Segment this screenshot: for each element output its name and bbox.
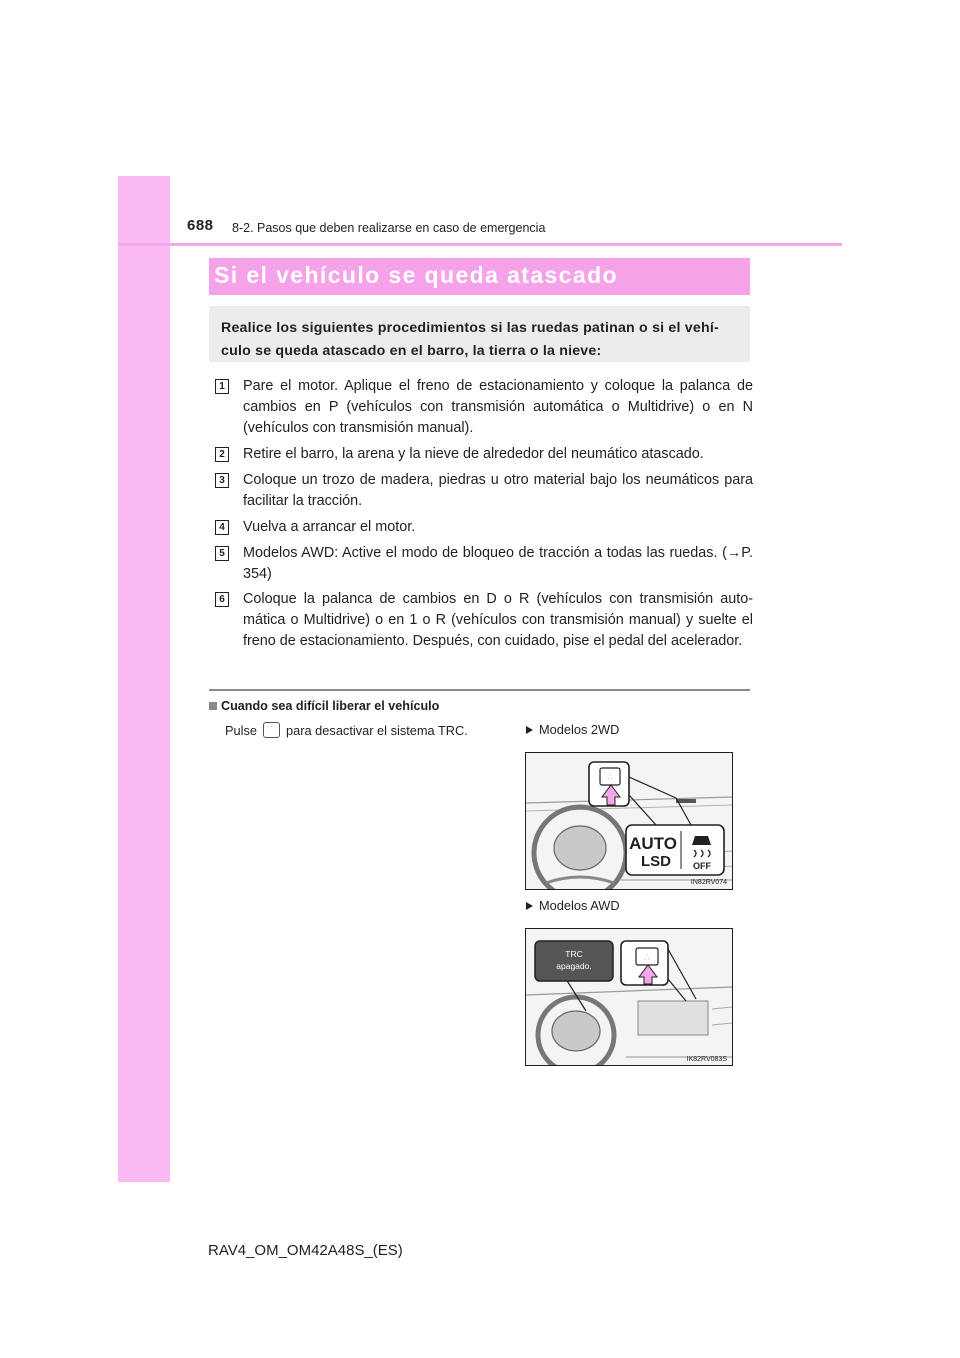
dashboard-2wd-illustration — [526, 753, 732, 889]
figure-code-2wd: IN82RV074 — [690, 879, 727, 886]
note-after: para desactivar el sistema TRC. — [286, 723, 468, 738]
trc-off-icon: ⸫ — [263, 722, 280, 738]
step-6 — [215, 589, 753, 653]
step-3 — [215, 470, 753, 512]
auto-label: AUTO — [629, 834, 677, 853]
step-number: 6 — [215, 592, 229, 607]
step-5 — [215, 543, 753, 585]
off-label: OFF — [693, 861, 711, 871]
step-text: Vuelva a arrancar el motor. — [243, 519, 416, 535]
step-number: 4 — [215, 520, 229, 535]
step-1 — [215, 376, 753, 440]
step-4 — [215, 517, 753, 538]
step-text: Coloque un trozo de madera, piedras u otro material bajo los neumáticos para facilitar la tracción. — [243, 472, 753, 510]
trc-label: TRC — [565, 949, 583, 959]
step-number: 5 — [215, 546, 229, 561]
step-text: Retire el barro, la arena y la nieve de alrededor del neumático atascado. — [243, 446, 704, 462]
header-rule — [118, 243, 842, 246]
triangle-right-icon — [526, 726, 533, 734]
figure-2wd — [525, 752, 733, 890]
model-awd-text: Modelos AWD — [539, 898, 620, 913]
square-icon — [209, 702, 217, 710]
figure-awd — [525, 928, 733, 1066]
apagado-label: apagado. — [556, 961, 592, 971]
lsd-label: LSD — [641, 853, 671, 870]
step-2 — [215, 444, 753, 465]
note-heading — [209, 699, 439, 713]
step-text: Modelos AWD: Active el modo de bloqueo de tracción a todas las ruedas. (→P. 354) — [243, 545, 753, 583]
svg-text:⸫: ⸫ — [607, 774, 613, 781]
step-text: Coloque la palanca de cambios en D o R (vehículos con transmisión auto-mática o Multidrive) o en 1 o R (vehículos con transmisión manual) y suelte el freno de estacionamiento. Después, con cuidado, pise el pedal del acelerador. — [243, 591, 753, 650]
note-pulse: Pulse — [225, 723, 258, 738]
figure-code-awd: IK82RV083S — [686, 1056, 727, 1063]
page-number: 688 — [187, 217, 214, 234]
step-text: Pare el motor. Aplique el freno de estacionamiento y coloque la palanca de cambios en P (vehículos con transmisión automática o Multidrive) o en N (vehículos con transmisión manual). — [243, 378, 753, 437]
model-2wd-label — [526, 722, 619, 737]
intro-box — [209, 306, 750, 362]
footer-code: RAV4_OM_OM42A48S_(ES) — [208, 1242, 403, 1259]
dashboard-awd-illustration — [526, 929, 732, 1065]
note-body — [225, 722, 468, 738]
section-title: Si el vehículo se queda atascado — [214, 262, 618, 288]
step-number: 2 — [215, 447, 229, 462]
step-number: 3 — [215, 473, 229, 488]
svg-text:⸫: ⸫ — [644, 954, 650, 961]
intro-text: Realice los siguientes procedimientos si las ruedas patinan o si el vehí-culo se queda atascado en el barro, la tierra o la nieve: — [221, 320, 719, 359]
side-strip — [118, 176, 170, 1182]
section-divider — [209, 689, 750, 691]
step-number: 1 — [215, 379, 229, 394]
model-2wd-text: Modelos 2WD — [539, 722, 620, 737]
section-title-band — [209, 258, 750, 295]
triangle-right-icon — [526, 902, 533, 910]
model-awd-label — [526, 898, 620, 913]
chapter-title: 8-2. Pasos que deben realizarse en caso de emergencia — [232, 221, 546, 235]
note-heading-text: Cuando sea difícil liberar el vehículo — [221, 699, 440, 713]
